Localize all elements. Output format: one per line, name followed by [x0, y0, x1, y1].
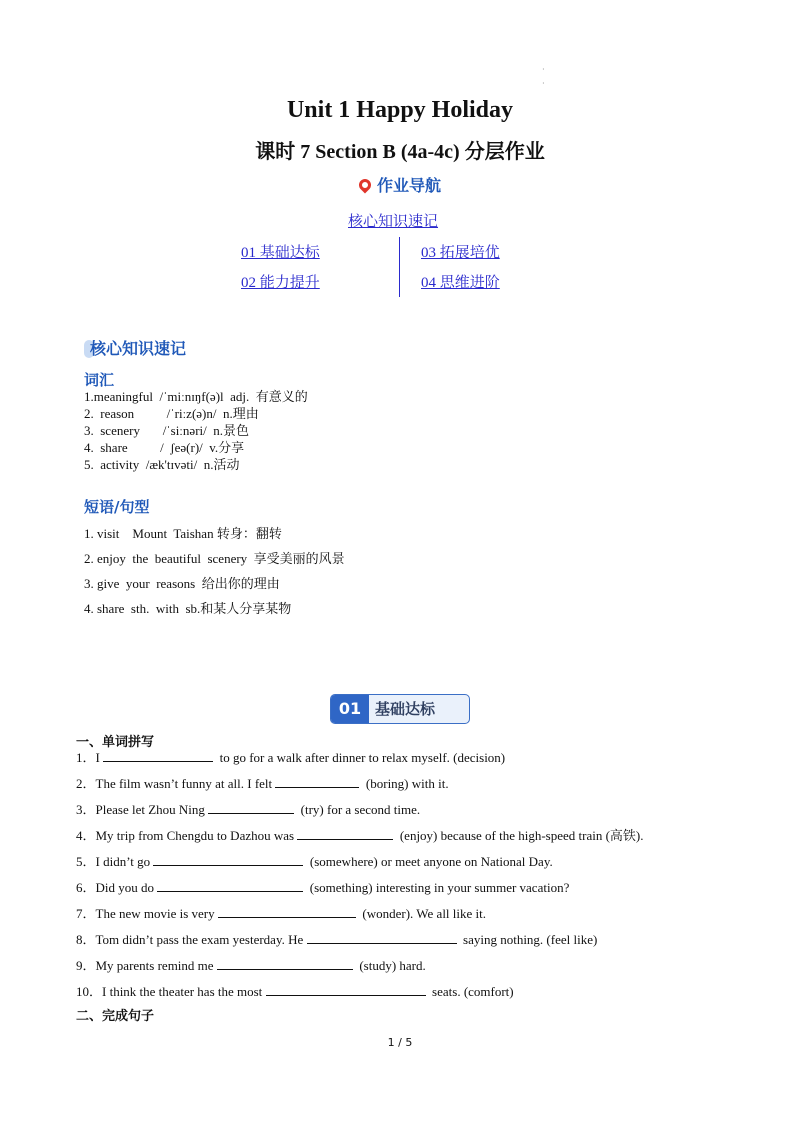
question-row: 3．Please let Zhou Ning (try) for a second time.	[76, 802, 421, 817]
answer-blank[interactable]	[307, 931, 457, 944]
answer-blank[interactable]	[266, 983, 426, 996]
mark-dot: ·	[542, 79, 545, 88]
nav-link-03[interactable]: 03 拓展培优	[421, 245, 500, 261]
core-knowledge-tag: 核心知识速记	[84, 336, 192, 362]
question-row: 4．My trip from Chengdu to Dazhou was (enjoy) because of the high-speed train (高铁).	[76, 828, 644, 843]
page-title: Unit 1 Happy Holiday	[286, 97, 514, 123]
vocab-heading: 词汇	[84, 371, 115, 389]
section-badge	[330, 694, 470, 724]
nav-link-core[interactable]: 核心知识速记	[348, 214, 439, 230]
answer-blank[interactable]	[208, 801, 294, 814]
answer-blank[interactable]	[153, 853, 303, 866]
question-row: 7．The new movie is very (wonder). We all like it.	[76, 906, 487, 921]
section-badge-text: 基础达标	[375, 700, 436, 718]
nav-divider	[399, 237, 400, 297]
vocab-item: 3. scenery /ˈsiːnəri/ n.景色	[84, 423, 249, 438]
question-row: 1．I to go for a walk after dinner to relax myself. (decision)	[76, 750, 506, 765]
question-row: 8．Tom didn’t pass the exam yesterday. He saying nothing. (feel like)	[76, 932, 598, 947]
question-row: 9．My parents remind me (study) hard.	[76, 958, 426, 973]
answer-blank[interactable]	[275, 775, 359, 788]
question-row: 6．Did you do (something) interesting in your summer vacation?	[76, 880, 570, 895]
answer-blank[interactable]	[217, 957, 353, 970]
nav-link-02[interactable]: 02 能力提升	[241, 275, 320, 291]
vocab-item: 5. activity /æk'tɪvəti/ n.活动	[84, 457, 240, 472]
phrase-item: 4. share sth. with sb.和某人分享某物	[84, 601, 292, 616]
phrase-heading: 短语/句型	[84, 498, 150, 516]
page-subtitle: 课时 7 Section B (4a-4c) 分层作业	[255, 141, 545, 163]
question-row: 2．The film wasn’t funny at all. I felt (boring) with it.	[76, 776, 449, 791]
nav-link-04[interactable]: 04 思维进阶	[421, 275, 500, 291]
vocab-item: 1.meaningful /ˈmiːnɪŋf(ə)l adj. 有意义的	[84, 389, 308, 404]
phrase-item: 1. visit Mount Taishan 转身：翻转	[84, 526, 282, 541]
answer-blank[interactable]	[157, 879, 303, 892]
part1-heading: 一、单词拼写	[76, 735, 155, 750]
answer-blank[interactable]	[103, 749, 213, 762]
question-row: 5．I didn’t go (somewhere) or meet anyone on National Day.	[76, 854, 553, 869]
vocab-item: 4. share / ʃeə(r)/ v.分享	[84, 440, 245, 455]
answer-blank[interactable]	[218, 905, 356, 918]
nav-link-01[interactable]: 01 基础达标	[241, 245, 320, 261]
phrase-item: 3. give your reasons 给出你的理由	[84, 576, 280, 591]
vocab-item: 2. reason /ˈriːz(ə)n/ n.理由	[84, 406, 259, 421]
question-row: 10．I think the theater has the most seats. (comfort)	[76, 984, 514, 999]
phrase-item: 2. enjoy the beautiful scenery 享受美丽的风景	[84, 551, 345, 566]
section-badge-number: 01	[331, 695, 369, 723]
nav-heading: 作业导航	[0, 174, 800, 198]
page-number: 1 / 5	[387, 1036, 413, 1049]
location-pin-icon	[356, 177, 373, 194]
mark-dot: ·	[542, 65, 545, 74]
answer-blank[interactable]	[297, 827, 393, 840]
part2-heading: 二、完成句子	[76, 1009, 155, 1024]
